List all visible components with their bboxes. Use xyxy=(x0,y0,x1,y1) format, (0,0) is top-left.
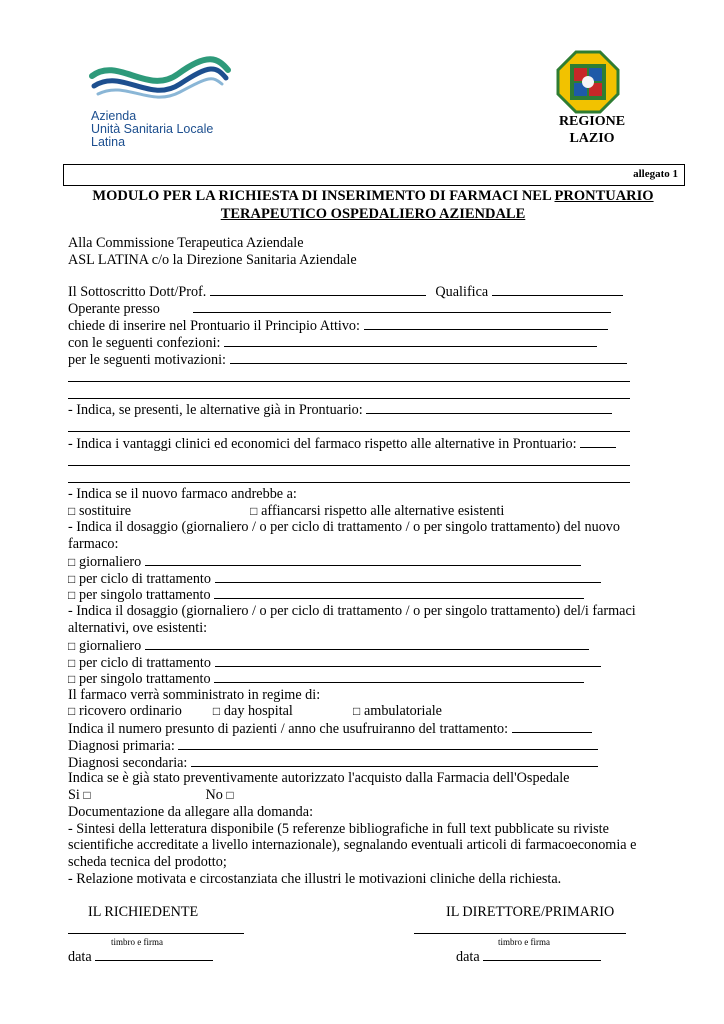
motivations-line-2[interactable] xyxy=(68,381,630,382)
signer-label: Il Sottoscritto Dott/Prof. xyxy=(68,284,207,300)
daily-alt-field[interactable] xyxy=(145,637,589,650)
dosage-new-line1: - Indica il dosaggio (giornaliero / o per ciclo di trattamento / o per singolo trattamento) del nuovo xyxy=(68,519,620,535)
checkbox-icon[interactable]: □ xyxy=(68,555,76,569)
checkbox-icon[interactable]: □ xyxy=(68,639,76,653)
attachment-box xyxy=(63,164,685,186)
advantages-line-2[interactable] xyxy=(68,465,630,466)
packages-label: con le seguenti confezioni: xyxy=(68,335,221,351)
date-right-field[interactable] xyxy=(483,948,601,961)
left-signature-line[interactable] xyxy=(68,933,244,934)
stamp-left-label: timbro e firma xyxy=(111,937,163,947)
right-signature-title: IL DIRETTORE/PRIMARIO xyxy=(446,904,615,920)
advantages-label: - Indica i vantaggi clinici ed economici del farmaco rispetto alle alternative in Prontuario: xyxy=(68,436,577,452)
docs-line1b: scientifiche accreditate a livello internazionale), segnalando eventuali articoli di farmacoeconomia e xyxy=(68,837,637,853)
date-right-label: data xyxy=(456,949,480,965)
docs-line1a: - Sintesi della letteratura disponibile (5 referenze bibliografiche in full text pubblicate su riviste xyxy=(68,821,609,837)
dosage-alt-line1: - Indica il dosaggio (giornaliero / o per ciclo di trattamento / o per singolo trattamento) del/i farmaci xyxy=(68,603,636,619)
single-alt-field[interactable] xyxy=(214,670,584,683)
patients-label: Indica il numero presunto di pazienti / anno che usufruiranno del trattamento: xyxy=(68,721,509,737)
title-line1: MODULO PER LA RICHIESTA DI INSERIMENTO DI FARMACI NEL xyxy=(92,188,555,204)
alternatives-line-2[interactable] xyxy=(68,431,630,432)
opt-cycle-alt-label: per ciclo di trattamento xyxy=(79,655,211,671)
yes-label: Si xyxy=(68,787,80,803)
advantages-field[interactable] xyxy=(580,435,616,448)
checkbox-icon[interactable]: □ xyxy=(68,572,76,586)
org-line1: Azienda xyxy=(91,109,137,123)
single-field[interactable] xyxy=(214,586,584,599)
region-crest-icon xyxy=(556,50,620,114)
docs-line1c: scheda tecnica del prodotto; xyxy=(68,854,227,870)
motivations-field[interactable] xyxy=(230,351,627,364)
docs-label: Documentazione da allegare alla domanda: xyxy=(68,804,314,820)
checkbox-icon[interactable]: □ xyxy=(212,704,221,718)
opt-single-label: per singolo trattamento xyxy=(79,587,211,603)
attachment-label: allegato 1 xyxy=(633,168,678,180)
motivations-label: per le seguenti motivazioni: xyxy=(68,352,226,368)
checkbox-icon[interactable]: □ xyxy=(68,656,76,670)
alternatives-label: - Indica, se presenti, le alternative già in Prontuario: xyxy=(68,402,363,418)
date-left-field[interactable] xyxy=(95,948,213,961)
opt-daily-label: giornaliero xyxy=(79,554,142,570)
dosage-new-line2: farmaco: xyxy=(68,536,119,552)
checkbox-icon[interactable]: □ xyxy=(352,704,361,718)
docs-line2: - Relazione motivata e circostanziata che illustri le motivazioni cliniche della richiesta. xyxy=(68,871,562,887)
checkbox-icon[interactable]: □ xyxy=(226,788,234,802)
patients-field[interactable] xyxy=(512,720,592,733)
packages-field[interactable] xyxy=(224,334,597,347)
dosage-alt-line2: alternativi, ove esistenti: xyxy=(68,620,208,636)
diag-primary-label: Diagnosi primaria: xyxy=(68,738,175,754)
org-line2: Unità Sanitaria Locale xyxy=(91,122,214,136)
replace-question: - Indica se il nuovo farmaco andrebbe a: xyxy=(68,486,297,502)
active-field[interactable] xyxy=(364,317,608,330)
operating-label: Operante presso xyxy=(68,301,160,317)
cycle-field[interactable] xyxy=(215,570,601,583)
opt-daily-alt-label: giornaliero xyxy=(79,638,142,654)
signer-field[interactable] xyxy=(210,283,426,296)
opt-cycle-label: per ciclo di trattamento xyxy=(79,571,211,587)
checkbox-icon[interactable]: □ xyxy=(68,588,76,602)
date-left-label: data xyxy=(68,949,92,965)
stamp-right-label: timbro e firma xyxy=(498,937,550,947)
alternatives-field[interactable] xyxy=(366,401,612,414)
asl-logo xyxy=(88,56,238,151)
opt-ordinary-label: ricovero ordinario xyxy=(79,703,182,719)
title-line2: TERAPEUTICO OSPEDALIERO AZIENDALE xyxy=(220,206,526,222)
checkbox-icon[interactable]: □ xyxy=(68,672,76,686)
wave-logo-icon xyxy=(88,56,238,106)
diag-primary-field[interactable] xyxy=(178,737,598,750)
opt-dayhospital-label: day hospital xyxy=(223,703,293,719)
diag-secondary-field[interactable] xyxy=(191,754,598,767)
region-line2: LAZIO xyxy=(569,131,615,146)
regime-label: Il farmaco verrà somministrato in regime di: xyxy=(68,687,321,703)
opt-alongside-label: affiancarsi rispetto alle alternative esistenti xyxy=(261,503,505,519)
region-line1: REGIONE xyxy=(558,114,626,129)
region-emblem xyxy=(556,50,620,114)
addressee-line2: ASL LATINA c/o la Direzione Sanitaria Aziendale xyxy=(68,252,357,268)
org-line3: Latina xyxy=(91,135,126,149)
addressee-line1: Alla Commissione Terapeutica Aziendale xyxy=(68,235,304,251)
advantages-line-3[interactable] xyxy=(68,482,630,483)
diag-secondary-label: Diagnosi secondaria: xyxy=(68,755,188,771)
checkbox-icon[interactable]: □ xyxy=(250,504,258,518)
right-signature-line[interactable] xyxy=(414,933,626,934)
motivations-line-3[interactable] xyxy=(68,398,630,399)
checkbox-icon[interactable]: □ xyxy=(68,504,76,518)
checkbox-icon[interactable]: □ xyxy=(83,788,91,802)
checkbox-icon[interactable]: □ xyxy=(68,704,76,718)
left-signature-title: IL RICHIEDENTE xyxy=(88,904,199,920)
authorized-label: Indica se è già stato preventivamente autorizzato l'acquisto dalla Farmacia dell'Ospedale xyxy=(68,770,570,786)
qualification-field[interactable] xyxy=(492,283,623,296)
cycle-alt-field[interactable] xyxy=(215,654,601,667)
qualification-label: Qualifica xyxy=(435,284,489,300)
opt-single-alt-label: per singolo trattamento xyxy=(79,671,211,687)
opt-ambulatory-label: ambulatoriale xyxy=(363,703,442,719)
active-label: chiede di inserire nel Prontuario il Principio Attivo: xyxy=(68,318,360,334)
opt-replace-label: sostituire xyxy=(79,503,132,519)
operating-field[interactable] xyxy=(193,300,611,313)
no-label: No xyxy=(205,787,223,803)
title-line1-underlined: PRONTUARIO xyxy=(554,188,654,204)
daily-field[interactable] xyxy=(145,553,581,566)
page-title xyxy=(60,187,686,223)
